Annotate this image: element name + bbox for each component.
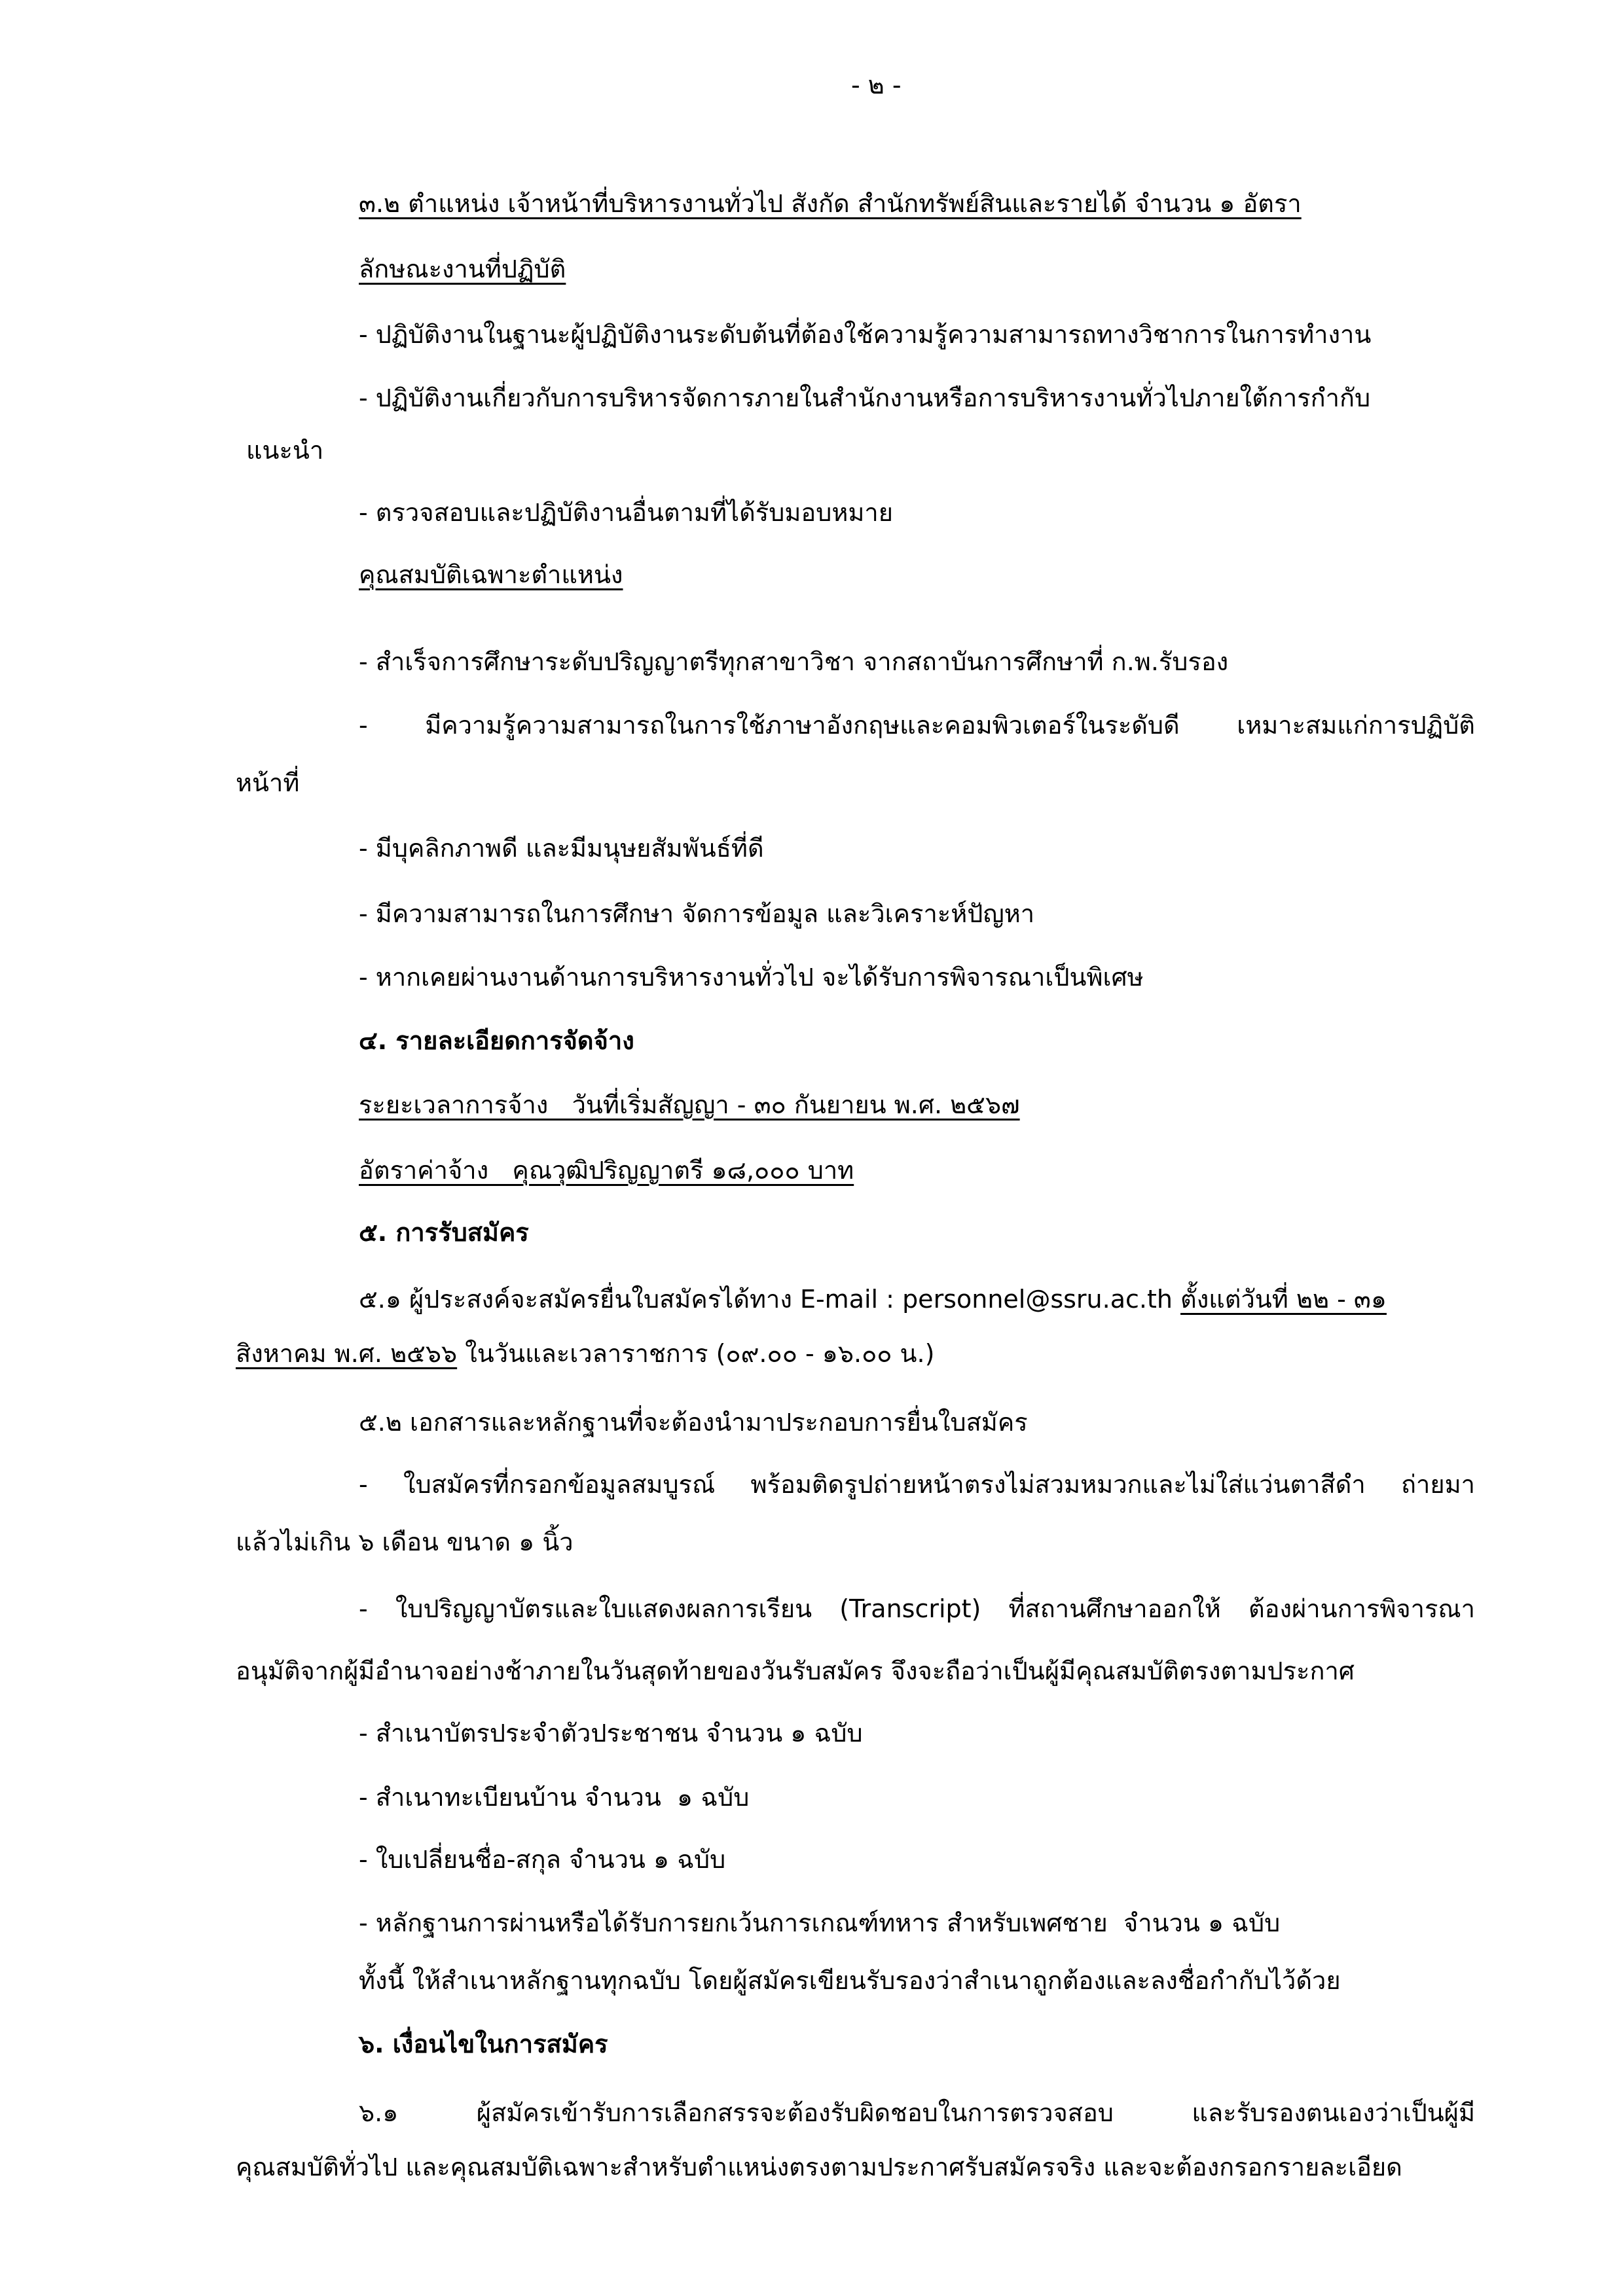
qualification-item-2: - มีความรู้ความสามารถในการใช้ภาษาอังกฤษและคอมพิวเตอร์ในระดับดี เหมาะสมแก่การปฏิบัติ xyxy=(359,711,1475,740)
section-3-2-heading: ๓.๒ ตำแหน่ง เจ้าหน้าที่บริหารงานทั่วไป สังกัด สำนักทรัพย์สินและรายได้ จำนวน ๑ อัตรา xyxy=(359,189,1302,218)
section-5-heading: ๕. การรับสมัคร xyxy=(359,1218,529,1247)
application-paragraph-line-1 xyxy=(359,1281,1387,1318)
document-item-4: - สำเนาทะเบียนบ้าน จำนวน ๑ ฉบับ xyxy=(359,1783,750,1812)
document-item-1-continued: แล้วไม่เกิน ๖ เดือน ขนาด ๑ นิ้ว xyxy=(236,1528,574,1556)
application-start-date: ตั้งแต่วันที่ ๒๒ - ๓๑ xyxy=(1180,1285,1387,1314)
section-4-heading: ๔. รายละเอียดการจัดจ้าง xyxy=(359,1026,634,1055)
application-end-date: สิงหาคม พ.ศ. ๒๕๖๖ xyxy=(236,1339,458,1368)
qualification-item-5: - หากเคยผ่านงานด้านการบริหารงานทั่วไป จะได้รับการพิจารณาเป็นพิเศษ xyxy=(359,963,1144,992)
qualification-item-3: - มีบุคลิกภาพดี และมีมนุษยสัมพันธ์ที่ดี xyxy=(359,834,764,863)
document-item-6: - หลักฐานการผ่านหรือได้รับการยกเว้นการเกณฑ์ทหาร สำหรับเพศชาย จำนวน ๑ ฉบับ xyxy=(359,1909,1281,1937)
qualifications-title: คุณสมบัติเฉพาะตำแหน่ง xyxy=(359,560,623,589)
duty-item-1: - ปฏิบัติงานในฐานะผู้ปฏิบัติงานระดับต้นที่ต้องใช้ความรู้ความสามารถทางวิชาการในการทำงาน xyxy=(359,320,1372,349)
qualification-item-2-continued: หน้าที่ xyxy=(236,768,300,797)
document-item-5: - ใบเปลี่ยนชื่อ-สกุล จำนวน ๑ ฉบับ xyxy=(359,1845,726,1874)
duties-title: ลักษณะงานที่ปฏิบัติ xyxy=(359,255,566,283)
document-item-1: - ใบสมัครที่กรอกข้อมูลสมบูรณ์ พร้อมติดรูปถ่ายหน้าตรงไม่สวมหมวกและไม่ใส่แว่นตาสีดำ ถ่ายมา xyxy=(359,1470,1475,1499)
employment-rate: อัตราค่าจ้าง คุณวุฒิปริญญาตรี ๑๘,๐๐๐ บาท xyxy=(359,1156,854,1185)
employment-period: ระยะเวลาการจ้าง วันที่เริ่มสัญญา - ๓๐ กันยายน พ.ศ. ๒๕๖๗ xyxy=(359,1090,1020,1119)
document-item-2: - ใบปริญญาบัตรและใบแสดงผลการเรียน (Transcript) ที่สถานศึกษาออกให้ ต้องผ่านการพิจารณา xyxy=(359,1594,1475,1623)
application-hours-text: ในวันและเวลาราชการ (๐๙.๐๐ - ๑๖.๐๐ น.) xyxy=(457,1339,935,1368)
document-item-2-continued: อนุมัติจากผู้มีอำนาจอย่างช้าภายในวันสุดท้ายของวันรับสมัคร จึงจะถือว่าเป็นผู้มีคุณสมบัติตรงตามประกาศ xyxy=(236,1657,1355,1685)
section-6-heading: ๖. เงื่อนไขในการสมัคร xyxy=(359,2030,608,2058)
page-number: - ๒ - xyxy=(851,71,902,99)
duty-item-2-continued: แนะนำ xyxy=(246,436,324,465)
condition-paragraph-line-2: คุณสมบัติทั่วไป และคุณสมบัติเฉพาะสำหรับตำแหน่งตรงตามประกาศรับสมัครจริง และจะต้องกรอกรายละเอียด xyxy=(236,2153,1402,2181)
documents-heading: ๕.๒ เอกสารและหลักฐานที่จะต้องนำมาประกอบการยื่นใบสมัคร xyxy=(359,1408,1028,1437)
documents-note: ทั้งนี้ ให้สำเนาหลักฐานทุกฉบับ โดยผู้สมัครเขียนรับรองว่าสำเนาถูกต้องและลงชื่อกำกับไว้ด้วย xyxy=(359,1966,1341,1995)
duty-item-2: - ปฏิบัติงานเกี่ยวกับการบริหารจัดการภายในสำนักงานหรือการบริหารงานทั่วไปภายใต้การกำกับ xyxy=(359,384,1371,412)
application-method-text: ๕.๑ ผู้ประสงค์จะสมัครยื่นใบสมัครได้ทาง E-mail : personnel@ssru.ac.th xyxy=(359,1285,1181,1314)
qualification-item-1: - สำเร็จการศึกษาระดับปริญญาตรีทุกสาขาวิชา จากสถาบันการศึกษาที่ ก.พ.รับรอง xyxy=(359,647,1229,676)
duty-item-3: - ตรวจสอบและปฏิบัติงานอื่นตามที่ได้รับมอบหมาย xyxy=(359,498,894,527)
application-paragraph-line-2 xyxy=(236,1335,934,1372)
condition-paragraph-line-1: ๖.๑ ผู้สมัครเข้ารับการเลือกสรรจะต้องรับผิดชอบในการตรวจสอบ และรับรองตนเองว่าเป็นผู้มี xyxy=(359,2098,1475,2127)
qualification-item-4: - มีความสามารถในการศึกษา จัดการข้อมูล และวิเคราะห์ปัญหา xyxy=(359,899,1035,928)
document-item-3: - สำเนาบัตรประจำตัวประชาชน จำนวน ๑ ฉบับ xyxy=(359,1719,863,1748)
